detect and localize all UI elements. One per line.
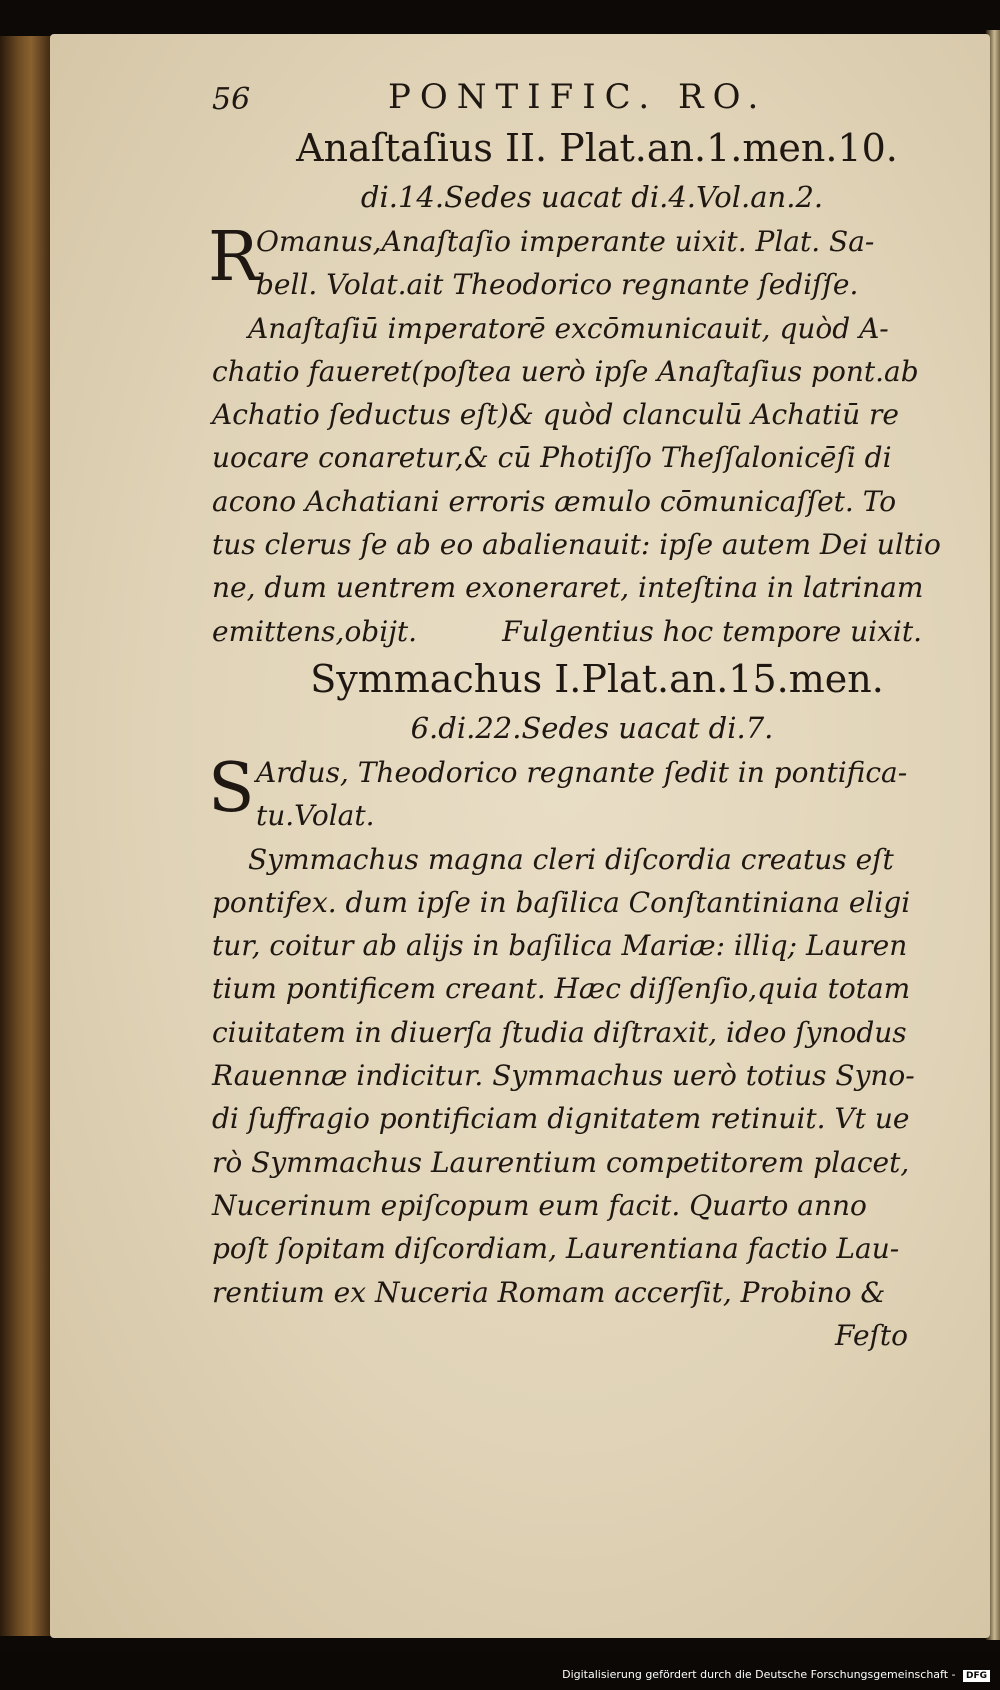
paragraph <box>208 748 952 838</box>
text-line: poſt ſopitam diſcordiam, Laurentiana factio Lau- <box>212 1232 900 1266</box>
text-line: Symmachus magna cleri diſcordia creatus eſt <box>248 842 894 876</box>
book-spine <box>0 36 52 1636</box>
catchword: Feſto <box>835 1318 908 1352</box>
text-line: Anaſtaſiū imperatorē excōmunicauit, quòd A- <box>248 311 889 345</box>
text-line: tur, coitur ab alijs in baſilica Mariæ: illiq; Lauren <box>212 929 908 963</box>
text-line: bell. Volat.ait Theodorico regnante ſediſſe. <box>256 268 859 302</box>
text-line: Nucerinum epiſcopum eum facit. Quarto anno <box>212 1188 867 1222</box>
page-content <box>208 76 952 1357</box>
text-line <box>212 610 952 653</box>
text-line: tus clerus ſe ab eo abalienauit: ipſe autem Dei ultio <box>212 528 941 562</box>
text-line: ne, dum uentrem exoneraret, inteſtina in latrinam <box>212 571 924 605</box>
text-line: pontifex. dum ipſe in baſilica Conſtantiniana eligi <box>212 885 911 919</box>
entry-subheading: di.14.Sedes uacat di.4.Vol.an.2. <box>360 180 824 214</box>
running-head <box>212 76 952 122</box>
text-line: tium pontificem creant. Hæc diſſenſio,quia totam <box>212 972 911 1006</box>
paragraph <box>212 838 952 1314</box>
drop-initial: S <box>208 748 255 828</box>
dfg-logo-icon: DFG <box>963 1670 990 1682</box>
running-title: PONTIFIC. RO. <box>388 77 768 117</box>
text-line: Omanus,Anaſtaſio imperante uixit. Plat. Sa- <box>256 225 875 258</box>
text-line: chatio faueret(poſtea uerò ipſe Anaſtaſius pont.ab <box>212 354 919 388</box>
entry-subheading: 6.di.22.Sedes uacat di.7. <box>410 710 774 745</box>
page-number: 56 <box>212 82 251 117</box>
entry-heading: Anaſtaſius II. Plat.an.1.men.10. <box>296 126 898 170</box>
text-line: uocare conaretur,& cū Photiſſo Theſſalonicēſi di <box>212 441 892 475</box>
text-line: di ſuffragio pontificiam dignitatem retinuit. Vt ue <box>212 1102 910 1136</box>
text-line: rò Symmachus Laurentium competitorem placet, <box>212 1145 910 1179</box>
text-line: rentium ex Nuceria Romam accerſit, Probino & <box>212 1275 886 1309</box>
drop-initial: R <box>208 218 260 297</box>
text-line: acono Achatiani erroris æmulo cōmunicaſſet. To <box>212 484 897 518</box>
text-line: Ardus, Theodorico regnante ſedit in pontifica- <box>256 755 908 789</box>
text-segment: emittens,obijt. <box>212 614 418 648</box>
text-line: ciuitatem in diuerſa ſtudia diſtraxit, ideo ſynodus <box>212 1015 907 1049</box>
footer-bar <box>0 1654 1000 1690</box>
entry-heading: Symmachus I.Plat.an.15.men. <box>310 656 884 701</box>
paragraph <box>208 218 952 307</box>
text-line: tu.Volat. <box>256 799 375 833</box>
credit-text: Digitalisierung gefördert durch die Deutsche Forschungsgemeinschaft - <box>562 1668 956 1681</box>
paragraph <box>212 307 952 653</box>
funding-credit <box>562 1668 990 1682</box>
text-line: Rauennæ indicitur. Symmachus uerò totius Syno- <box>212 1059 915 1093</box>
text-segment: Fulgentius hoc tempore uixit. <box>502 614 922 648</box>
text-line: Achatio ſeductus eſt)& quòd clanculū Achatiū re <box>212 398 899 432</box>
